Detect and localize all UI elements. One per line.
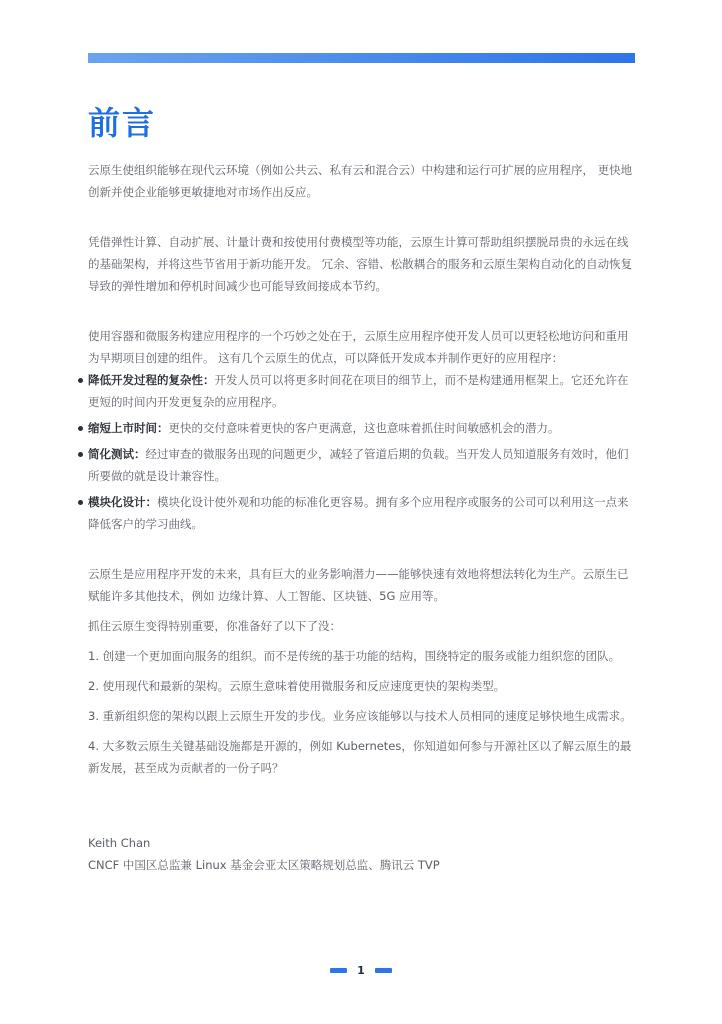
- numbered-item: 3. 重新组织您的架构以跟上云原生开发的步伐。业务应该能够以与技术人员相同的速度足够快地生成需求。: [88, 709, 632, 723]
- list-item: [88, 369, 636, 413]
- paragraph-future: 云原生是应用程序开发的未来，具有巨大的业务影响潜力——能够快速有效地将想法转化为生产。云原生已赋能许多其他技术，例如 边缘计算、人工智能、区块链、5G 应用等。: [88, 567, 629, 603]
- numbered-item: 4. 大多数云原生关键基础设施都是开源的，例如 Kubernetes，你知道如何参与开源社区以了解云原生的最新发展，甚至成为贡献者的一份子吗？: [88, 739, 632, 775]
- bullet-label: 缩短上市时间：: [88, 421, 169, 435]
- page-title: 前言: [88, 104, 157, 142]
- list-item: [88, 443, 636, 487]
- bullet-text: 更快的交付意味着更快的客户更满意，这也意味着抓住时间敏感机会的潜力。: [168, 421, 560, 435]
- header-accent-bar: [88, 53, 635, 63]
- signature-block: [88, 832, 440, 876]
- benefit-list: [88, 369, 636, 535]
- bullet-label: 模块化设计：: [88, 495, 157, 509]
- paragraph-elastic: 凭借弹性计算、自动扩展、计量计费和按使用付费模型等功能，云原生计算可帮助组织摆脱昂贵的永远在线的基础架构，并将这些节省用于新功能开发。 冗余、容错、松散耦合的服务和云原生架构自动化的自动恢复导致的弹性增加和停机时间减少也可能导致间接成本节约。: [88, 235, 633, 293]
- author-name: Keith Chan: [88, 836, 151, 850]
- page-footer: [330, 963, 392, 977]
- footer-dash-left: [330, 968, 347, 973]
- page-number: 1: [357, 963, 365, 977]
- bullet-text: 开发人员可以将更多时间花在项目的细节上，而不是构建通用框架上。它还允许在更短的时间内开发更复杂的应用程序。: [88, 373, 629, 409]
- numbered-item: 1. 创建一个更加面向服务的组织。而不是传统的基于功能的结构，围绕特定的服务或能力组织您的团队。: [88, 649, 621, 663]
- numbered-item: 2. 使用现代和最新的架构。云原生意味着使用微服务和反应速度更快的架构类型。: [88, 679, 506, 693]
- paragraph-intro: 云原生使组织能够在现代云环境（例如公共云、私有云和混合云）中构建和运行可扩展的应用程序， 更快地创新并使企业能够更敏捷地对市场作出反应。: [88, 163, 633, 199]
- bullet-label: 降低开发过程的复杂性：: [88, 373, 215, 387]
- list-item: [88, 417, 636, 439]
- author-role: CNCF 中国区总监兼 Linux 基金会亚太区策略规划总监、腾讯云 TVP: [88, 858, 440, 872]
- bullet-label: 简化测试：: [88, 447, 146, 461]
- bullet-text: 模块化设计使外观和功能的标准化更容易。拥有多个应用程序或服务的公司可以利用这一点来降低客户的学习曲线。: [88, 495, 629, 531]
- paragraph-question: 抓住云原生变得特别重要，你准备好了以下了没：: [88, 619, 341, 633]
- paragraph-containers: 使用容器和微服务构建应用程序的一个巧妙之处在于，云原生应用程序使开发人员可以更轻松地访问和重用为早期项目创建的组件。 这有几个云原生的优点，可以降低开发成本并制作更好的应用程序：: [88, 329, 629, 365]
- list-item: [88, 491, 636, 535]
- preface-body: [88, 159, 636, 779]
- footer-dash-right: [375, 968, 392, 973]
- bullet-text: 经过审查的微服务出现的问题更少，减轻了管道后期的负载。当开发人员知道服务有效时，他们所要做的就是设计兼容性。: [88, 447, 629, 483]
